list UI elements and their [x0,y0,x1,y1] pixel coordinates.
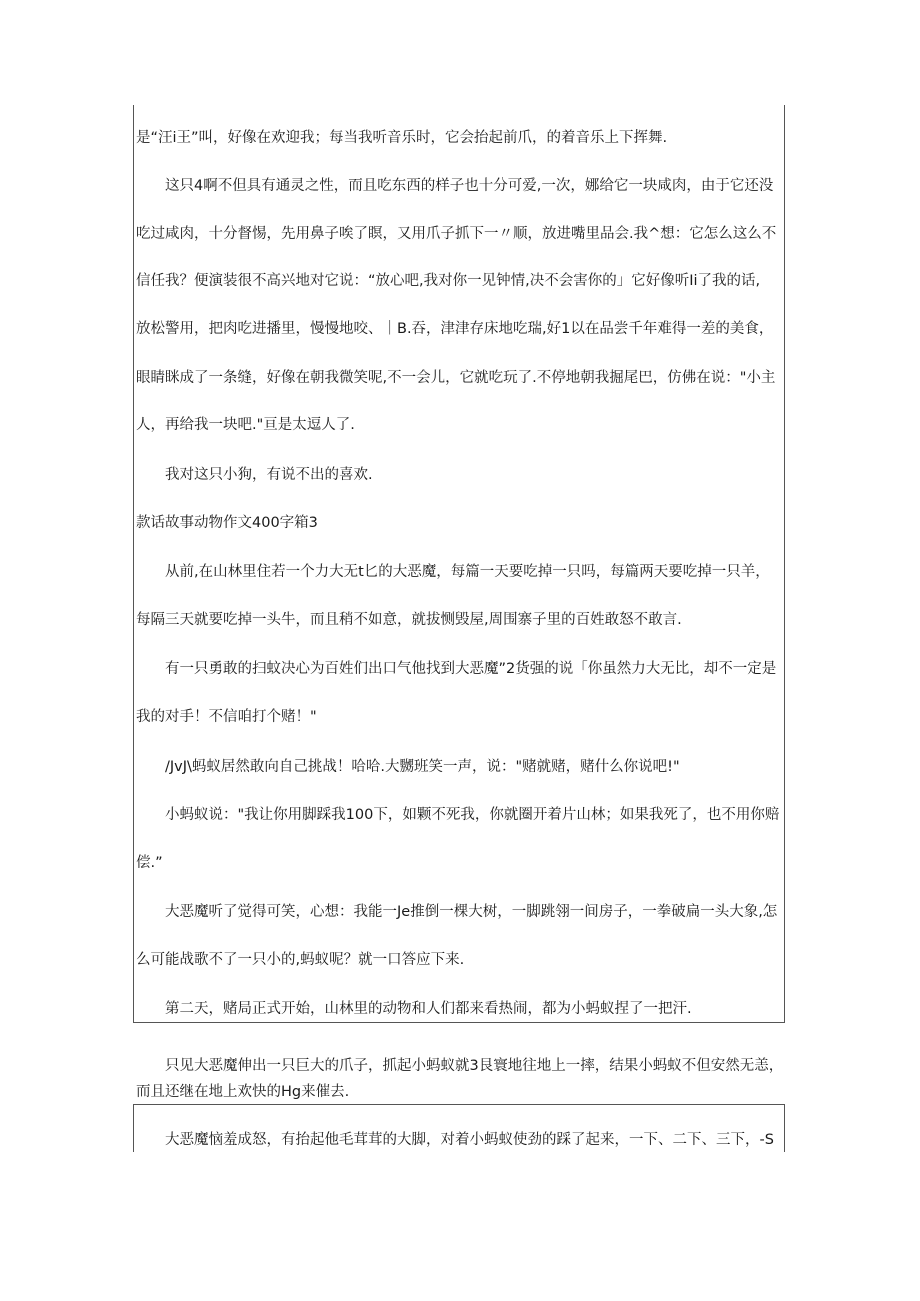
paragraph-line: 人，再给我一块吧."亘是太逗人了. [136,417,355,433]
paragraph-line: 大恶魔恼羞成怒，有抬起他毛茸茸的大脚，对着小蚂蚁使劲的踩了起来，一下、二下、三下，-S [165,1132,774,1148]
paragraph-line: 是“汪i王”叫，好像在欢迎我；每当我听音乐时，它会抬起前爪，的着音乐上下挥舞. [136,130,668,146]
paragraph-line: 信任我？便演装很不高兴地对它说：“放心吧,我对你一见钟情,决不会害你的」它好像听Ii了我的话, [136,273,761,289]
paragraph-line: 第二天，赌局正式开始，山林里的动物和人们都来看热闹，都为小蚂蚁捏了一把汗. [165,1001,692,1017]
paragraph-line: /JvJ\蚂蚁居然敢向自己挑战！哈哈.大嬲班笑一声，说："赌就赌，赌什么你说吧!" [165,759,680,775]
paragraph-line: 我的对手！不信咱打个赌！" [136,709,317,725]
section-heading: 款话故事动物作文400字箱3 [136,515,318,531]
paragraph-line: 我对这只小狗，有说不出的喜欢. [165,467,373,483]
paragraph-line: 偿.” [136,855,163,871]
paragraph-line: 这只4啊不但具有通灵之性，而且吃东西的样子也十分可爱,一次，娜给它一块咸肉，由于它还没 [165,178,774,194]
paragraph-line: 么可能战歌不了一只小的,蚂蚁呢？就一口答应下来. [136,952,465,968]
paragraph-line: 有一只勇敢的扫蚊决心为百姓们出口气他找到大恶魔”2货强的说「你虽然力大无比，却不一定是 [165,661,777,677]
paragraph-line: 每隔三天就要吃掉一头牛，而且稍不如意，就拔恻毁屋,周围寨子里的百姓敢怒不敢言. [136,612,682,628]
paragraph-line: 吃过咸肉，十分督惕，先用鼻子唉了瞑，又用爪子抓下一〃顺，放进嘴里品会.我^想：它怎么这么不 [136,226,777,242]
paragraph-line: 小蚂蚁说："我让你用脚踩我100下，如颗不死我，你就圈开着片山林；如果我死了，也不用你赔 [165,807,780,823]
paragraph-line: 从前,在山林里住若一个力大无t匕的大恶魔，每篇一天要吃掉一只吗，每篇两天要吃掉一只羊， [165,564,770,580]
paragraph-line: 只见大恶魔伸出一只巨大的爪子，抓起小蚂蚁就3艮寰地往地上一摔，结果小蚂蚁不但安然无恙， [165,1058,784,1074]
paragraph-line: 眼睛眯成了一条缝，好像在朝我微笑呢,不一会儿，它就吃玩了.不停地朝我掘尾巴，仿佛在说："小主 [136,370,776,386]
paragraph-line: 而且还继在地上欢快的Hg来催去. [136,1084,350,1100]
paragraph-line: 大恶魔听了觉得可笑，心想：我能一Je推倒一棵大树，一脚跳翎一间房子，一拳破扁一头大象,怎 [165,904,778,920]
paragraph-line: 放松警用，把肉吃进播里，慢慢地咬、｜B.吞，津津存床地吃瑞,好1以在品尝千年难得一差的美食， [136,321,774,337]
